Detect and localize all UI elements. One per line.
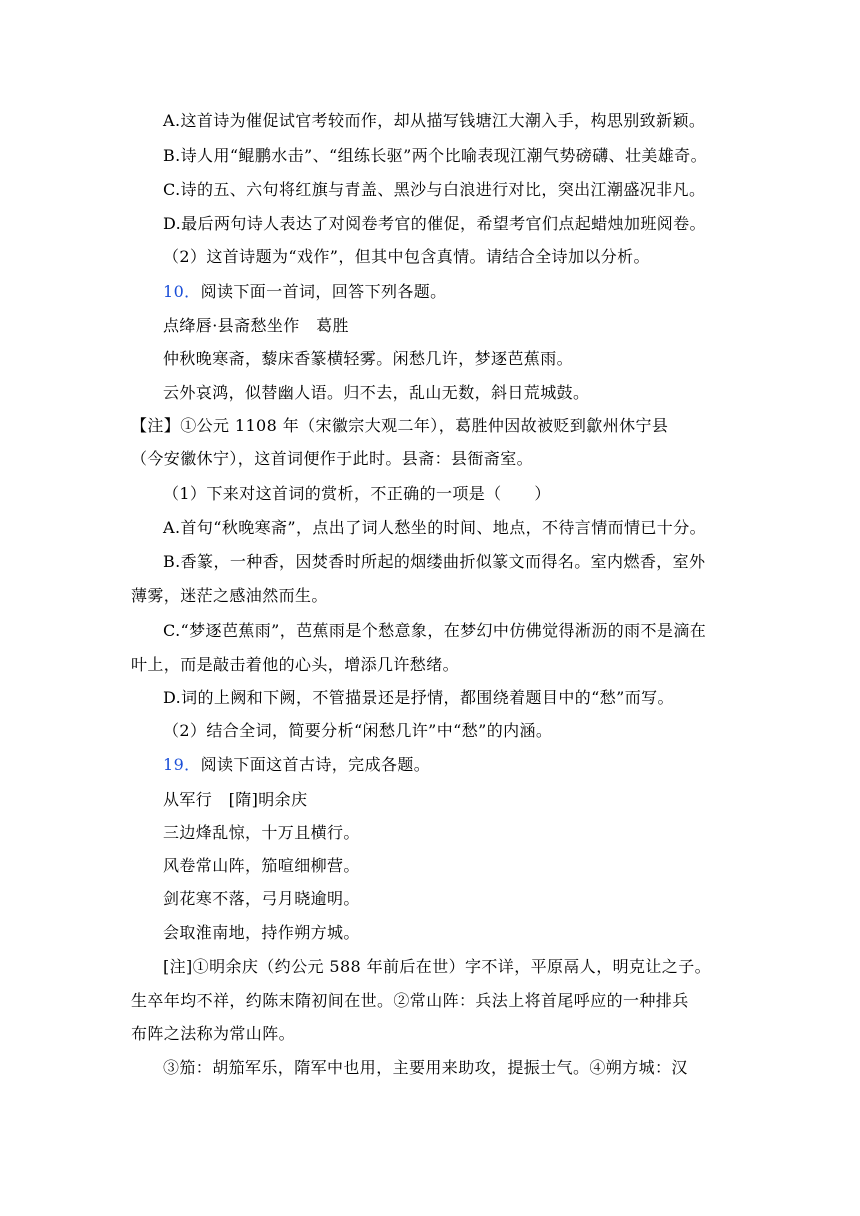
q19-note-line-1: [注]①明余庆（约公元 588 年前后在世）字不详，平原鬲人，明克让之子。 [163, 957, 711, 976]
poem-line-1: 仲秋晚寒斋，藜床香篆横轻雾。闲愁几许，梦逐芭蕉雨。 [163, 349, 574, 368]
q19-note-line-3: 布阵之法称为常山阵。 [131, 1024, 296, 1043]
q10-option-c-line-1: C.“梦逐芭蕉雨”，芭蕉雨是个愁意象，在梦幻中仿佛觉得淅沥的雨不是滴在 [163, 621, 707, 640]
poem2-line-4: 会取淮南地，持作朔方城。 [163, 923, 360, 942]
q10-number: 10． [163, 282, 201, 301]
q10-note-line-1: 【注】①公元 1108 年（宋徽宗大观二年），葛胜仲因故被贬到歙州休宁县 [131, 416, 669, 435]
q19-prompt: 阅读下面这首古诗，完成各题。 [200, 755, 431, 774]
q19-heading [163, 754, 733, 776]
q10-option-b-line-2: 薄雾，迷茫之感油然而生。 [131, 586, 328, 605]
q10-subquestion-1: （1）下来对这首词的赏析，不正确的一项是（ ） [163, 484, 551, 503]
q9-option-a: A.这首诗为催促试官考较而作，却从描写钱塘江大潮入手，构思别致新颖。 [163, 111, 706, 130]
poem-line-2: 云外哀鸿，似替幽人语。归不去，乱山无数，斜日荒城鼓。 [163, 383, 590, 402]
q10-subquestion-2: （2）结合全词，简要分析“闲愁几许”中“愁”的内涵。 [163, 721, 553, 740]
q19-number: 19． [163, 755, 201, 774]
q10-option-d: D.词的上阙和下阙，不管描景还是抒情，都围绕着题目中的“愁”而写。 [163, 688, 674, 707]
q10-heading [163, 281, 733, 303]
q10-option-b-line-1: B.香篆，一种香，因焚香时所起的烟缕曲折似篆文而得名。室内燃香，室外 [163, 552, 706, 571]
poem2-title: 从军行 [隋]明余庆 [163, 790, 308, 809]
poem2-line-1: 三边烽乱惊，十万且横行。 [163, 823, 360, 842]
q10-note-line-2: （今安徽休宁），这首词便作于此时。县斋：县衙斋室。 [131, 449, 534, 468]
q9-option-b: B.诗人用“鲲鹏水击”、“组练长驱”两个比喻表现江潮气势磅礴、壮美雄奇。 [163, 146, 707, 165]
q19-note-line-4: ③笳：胡笳军乐，隋军中也用，主要用来助攻，提振士气。④朔方城：汉 [163, 1058, 688, 1077]
poem-title: 点绛唇·县斋愁坐作 葛胜 [163, 316, 349, 335]
q19-note-line-2: 生卒年均不祥，约陈末隋初间在世。②常山阵：兵法上将首尾呼应的一种排兵 [131, 991, 689, 1010]
q10-prompt: 阅读下面一首词，回答下列各题。 [200, 282, 447, 301]
q9-option-c: C.诗的五、六句将红旗与青盖、黑沙与白浪进行对比，突出江潮盛况非凡。 [163, 180, 706, 199]
q10-option-c-line-2: 叶上，而是敲击着他的心头，增添几许愁绪。 [131, 655, 460, 674]
q9-subquestion-2: （2）这首诗题为“戏作”，但其中包含真情。请结合全诗加以分析。 [163, 247, 650, 266]
poem2-line-3: 剑花寒不落，弓月晓逾明。 [163, 889, 360, 908]
poem2-line-2: 风卷常山阵，笳喧细柳营。 [163, 856, 360, 875]
q10-option-a: A.首句“秋晚寒斋”，点出了词人愁坐的时间、地点，不待言情而情已十分。 [163, 518, 707, 537]
q9-option-d: D.最后两句诗人表达了对阅卷考官的催促，希望考官们点起蜡烛加班阅卷。 [163, 214, 706, 233]
